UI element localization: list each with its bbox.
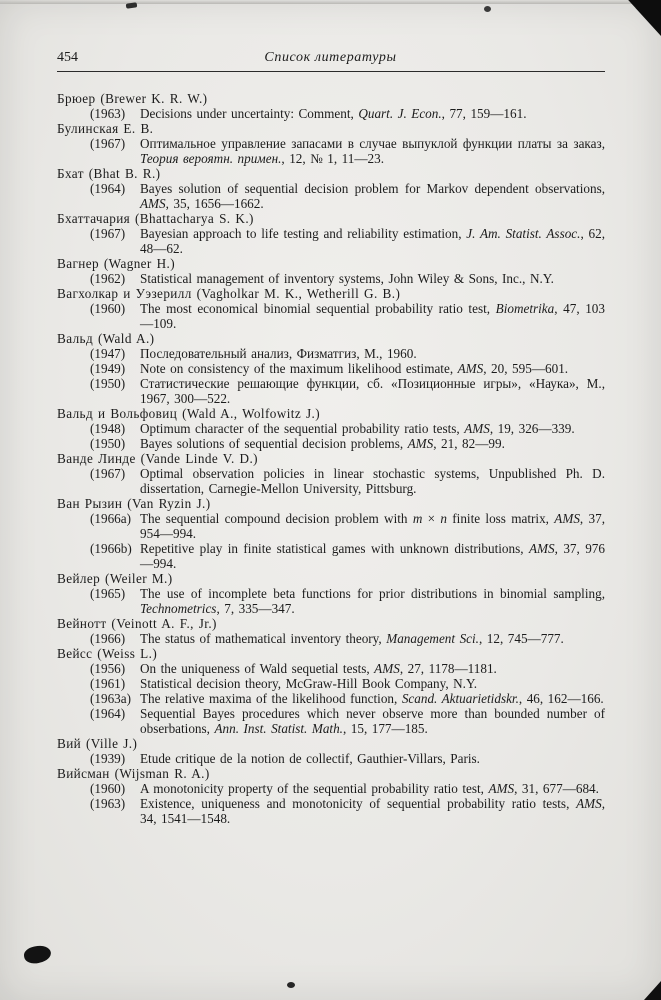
bib-text: Optimum character of the sequential probability ratio tests, AMS, 19, 326—339. [140,421,575,436]
bib-entry [57,766,605,826]
bib-text: Statistical management of inventory systems, John Wiley & Sons, Inc., N.Y. [140,271,554,286]
bib-year: (1966a) [90,511,132,526]
bib-author: Вагнер (Wagner H.) [57,256,176,271]
bib-item [57,676,605,691]
bib-item [57,376,605,406]
bib-item [57,436,605,451]
bib-entry [57,406,605,451]
bib-entry [57,571,605,616]
scan-artifact-top-dot [484,6,491,12]
bib-year: (1966b) [90,541,132,556]
bib-text: Оптимальное управление запасами в случае выпуклой функции платы за заказ, Теория вероятн. примен., 12, № 1, 11—23. [140,136,605,166]
bib-text: The use of incomplete beta functions for prior distributions in binomial sampling, Technometrics, 7, 335—347. [140,586,605,616]
bib-year: (1967) [90,226,126,241]
bib-year: (1950) [90,376,126,391]
scan-artifact-bottom-left-blob [23,943,53,965]
bib-author: Вальд (Wald A.) [57,331,155,346]
bib-item [57,781,605,796]
bib-text: The relative maxima of the likelihood function, Scand. Aktuarietidskr., 46, 162—166. [140,691,604,706]
bib-year: (1939) [90,751,126,766]
bib-author: Булинская Е. В. [57,121,154,136]
bib-year: (1956) [90,661,126,676]
bib-text: Note on consistency of the maximum likelihood estimate, AMS, 20, 595—601. [140,361,569,376]
bib-entry [57,166,605,211]
bib-text: A monotonicity property of the sequential probability ratio test, AMS, 31, 677—684. [140,781,599,796]
bib-year: (1963) [90,106,126,121]
bib-item [57,631,605,646]
bib-text: Последовательный анализ, Физматгиз, М., 1960. [140,346,417,361]
bib-year: (1965) [90,586,126,601]
bib-item [57,301,605,331]
bib-item [57,136,605,166]
bib-year: (1963) [90,796,126,811]
bib-year: (1960) [90,301,126,316]
bib-entry [57,736,605,766]
bib-entry [57,256,605,286]
bib-author: Брюер (Brewer K. R. W.) [57,91,208,106]
bib-item [57,751,605,766]
bib-text: Bayesian approach to life testing and reliability estimation, J. Am. Statist. Assoc., 62, 48—62. [140,226,605,256]
scan-artifact-bottom-edge [0,0,661,4]
bib-text: Repetitive play in finite statistical games with unknown distributions, AMS, 37, 976—994. [140,541,605,571]
bib-year: (1961) [90,676,126,691]
page-header [57,50,604,67]
bib-entry [57,211,605,256]
bib-item [57,586,605,616]
bib-item [57,661,605,676]
bib-text: The most economical binomial sequential probability ratio test, Biometrika, 47, 103—109. [140,301,605,331]
bibliography-list [57,91,605,826]
bib-text: Statistical decision theory, McGraw-Hill Book Company, N.Y. [140,676,478,691]
bib-year: (1967) [90,136,126,151]
bib-item [57,421,605,436]
bib-text: Decisions under uncertainty: Comment, Quart. J. Econ., 77, 159—161. [140,106,527,121]
bib-year: (1948) [90,421,126,436]
bib-year: (1966) [90,631,126,646]
bib-item [57,796,605,826]
bib-year: (1960) [90,781,126,796]
bib-year: (1963a) [90,691,132,706]
bib-text: Existence, uniqueness and monotonicity of sequential probability ratio tests, AMS, 34, 1541—1548. [140,796,605,826]
bib-entry [57,286,605,331]
bib-text: Sequential Bayes procedures which never observe more than bounded number of obserbations, Ann. Inst. Statist. Math., 15, 177—185. [140,706,605,736]
bib-author: Вейсс (Weiss L.) [57,646,158,661]
bib-item [57,541,605,571]
bib-entry [57,331,605,406]
bib-entry [57,496,605,571]
bib-entry [57,91,605,121]
scan-artifact-bottom-dot [287,982,295,988]
bib-item [57,361,605,376]
bib-text: Bayes solution of sequential decision problem for Markov dependent observations, AMS, 35, 1656—1662. [140,181,605,211]
scan-artifact-top-dash [126,2,138,8]
bib-author: Ван Рызин (Van Ryzin J.) [57,496,211,511]
bib-item [57,226,605,256]
bib-year: (1964) [90,706,126,721]
bib-text: Bayes solutions of sequential decision problems, AMS, 21, 82—99. [140,436,505,451]
bib-author: Вальд и Вольфовиц (Wald A., Wolfowitz J.) [57,406,321,421]
bib-author: Ванде Линде (Vande Linde V. D.) [57,451,258,466]
bib-year: (1967) [90,466,126,481]
bib-author: Вий (Ville J.) [57,736,138,751]
bib-year: (1949) [90,361,126,376]
bib-entry [57,646,605,736]
header-rule [57,71,605,72]
bib-text: Статистические решающие функции, сб. «Позиционные игры», «Наука», М., 1967, 300—522. [140,376,605,406]
bib-author: Вагхолкар и Уэзерилл (Vagholkar M. K., Wetherill G. B.) [57,286,401,301]
bib-item [57,181,605,211]
page-number: 454 [57,50,78,65]
bib-author: Вейлер (Weiler M.) [57,571,173,586]
bib-item [57,106,605,121]
bib-text: The sequential compound decision problem with m × n finite loss matrix, AMS, 37, 954—994. [140,511,606,541]
scan-artifact-bottom-right-corner [644,981,661,1000]
bib-item [57,271,605,286]
running-title: Список литературы [264,50,397,65]
bib-entry [57,121,605,166]
bib-text: The status of mathematical inventory theory, Management Sci., 12, 745—777. [140,631,564,646]
scan-artifact-top-right-corner [621,0,661,36]
bib-text: Optimal observation policies in linear stochastic systems, Unpublished Ph. D. dissertation, Carnegie-Mellon University, Pittsburg. [140,466,605,496]
bib-author: Вийсман (Wijsman R. A.) [57,766,210,781]
bib-item [57,466,605,496]
bib-text: On the uniqueness of Wald sequetial tests, AMS, 27, 1178—1181. [140,661,497,676]
bib-year: (1962) [90,271,126,286]
bib-author: Вейнотт (Veinott A. F., Jr.) [57,616,217,631]
bib-author: Бхат (Bhat B. R.) [57,166,161,181]
bib-entry [57,451,605,496]
bib-entry [57,616,605,646]
bib-year: (1947) [90,346,126,361]
bib-text: Etude critique de la notion de collectif, Gauthier-Villars, Paris. [140,751,480,766]
bib-item [57,511,605,541]
bib-year: (1964) [90,181,126,196]
bib-year: (1950) [90,436,126,451]
bib-item [57,706,605,736]
bib-item [57,346,605,361]
bib-item [57,691,605,706]
bib-author: Бхаттачария (Bhattacharya S. K.) [57,211,254,226]
